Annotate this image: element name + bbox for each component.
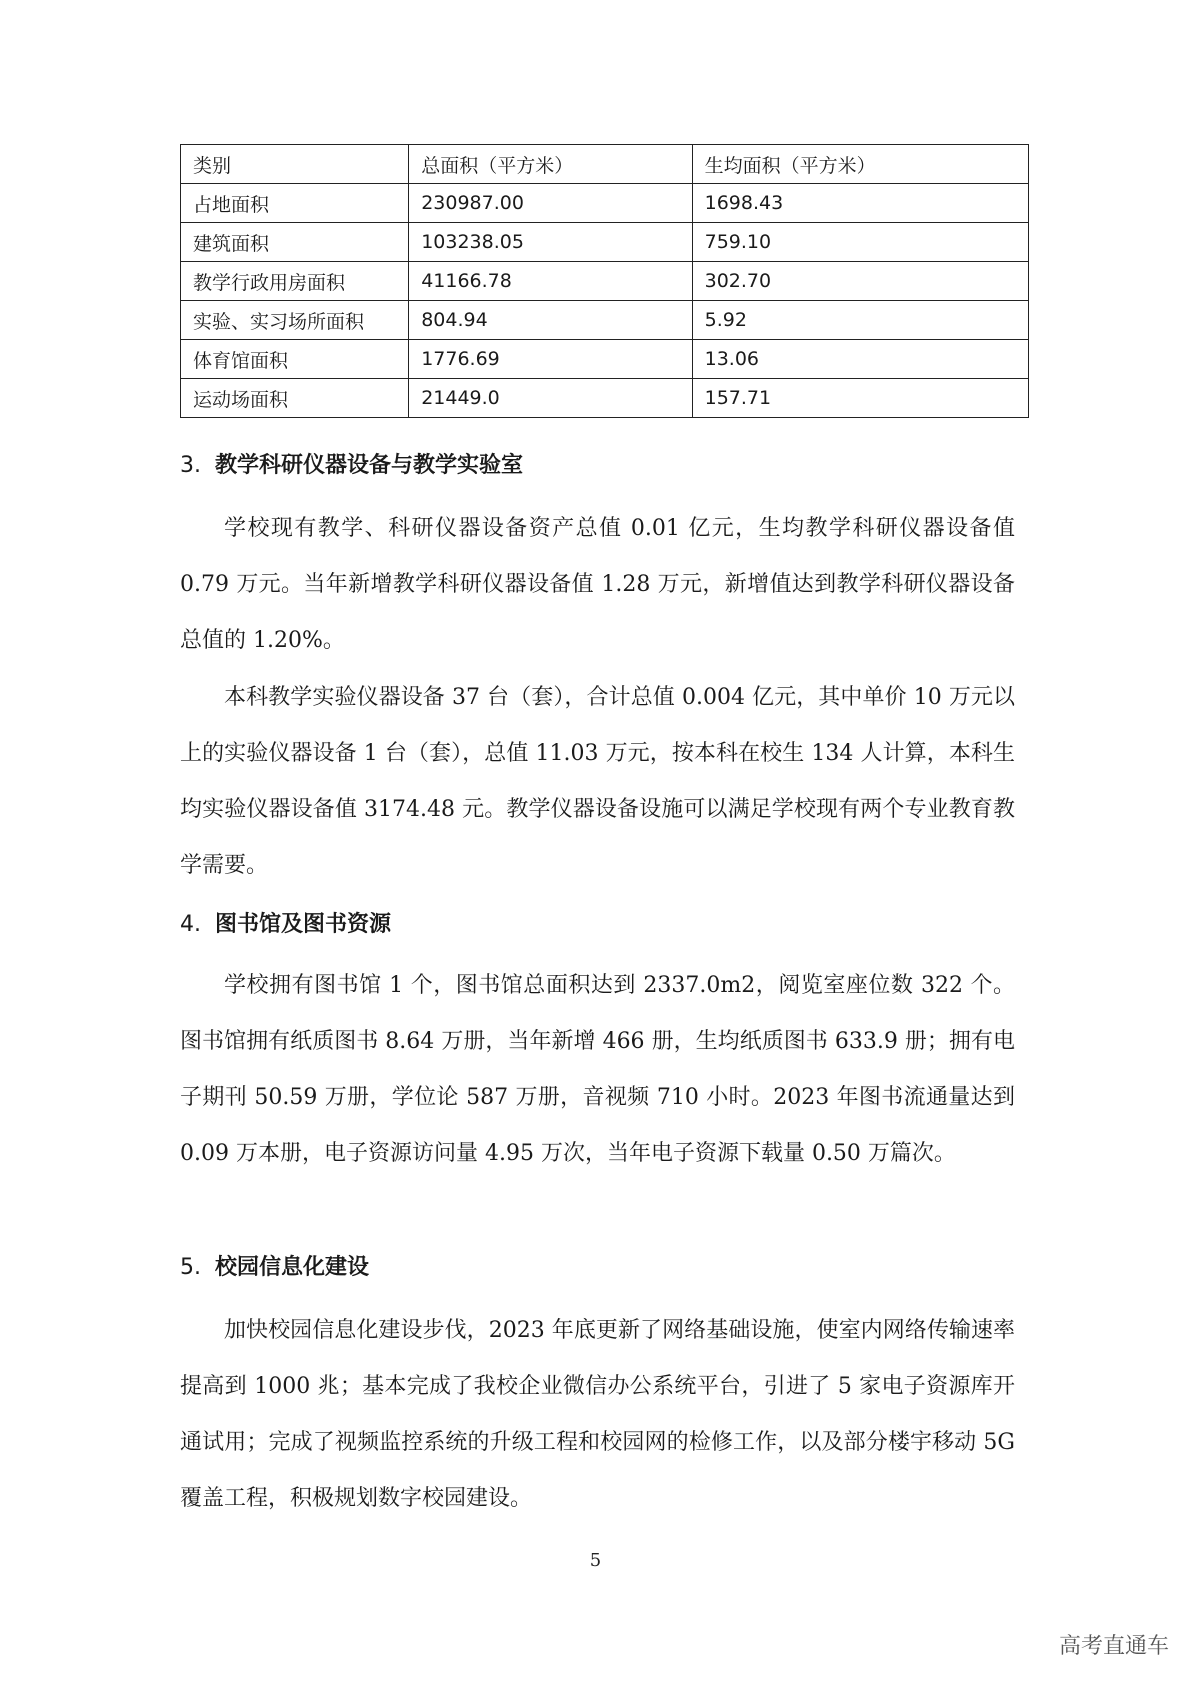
section-number: 3. [180,453,201,478]
table-header-cell: 类别 [181,145,409,184]
table-header-row [181,145,1029,184]
table-cell: 5.92 [692,301,1028,340]
table-cell: 103238.05 [409,223,692,262]
section-title: 教学科研仪器设备与教学实验室 [215,453,524,478]
table-cell: 体育馆面积 [181,340,409,379]
table-cell: 759.10 [692,223,1028,262]
table-cell: 13.06 [692,340,1028,379]
body-paragraph: 本科教学实验仪器设备 37 台（套），合计总值 0.004 亿元，其中单价 10 万元以上的实验仪器设备 1 台（套），总值 11.03 万元，按本科在校生 134 人计算，本科生均实验仪器设备值 3174.48 元。教学仪器设备设施可以满足学校现有两个专业教育教学需要。 [180,685,1015,878]
area-table [180,144,1029,418]
table-cell: 157.71 [692,379,1028,418]
table-row [181,340,1029,379]
table-cell: 21449.0 [409,379,692,418]
table-row [181,379,1029,418]
section-number: 5. [180,1255,201,1280]
table-cell: 1776.69 [409,340,692,379]
table-row [181,301,1029,340]
body-paragraph: 加快校园信息化建设步伐，2023 年底更新了网络基础设施，使室内网络传输速率提高到 1000 兆；基本完成了我校企业微信办公系统平台，引进了 5 家电子资源库开通试用；完成了视频监控系统的升级工程和校园网的检修工作，以及部分楼宇移动 5G 覆盖工程，积极规划数字校园建设。 [180,1318,1015,1511]
table-cell: 建筑面积 [181,223,409,262]
body-paragraph: 学校现有教学、科研仪器设备资产总值 0.01 亿元，生均教学科研仪器设备值 0.79 万元。当年新增教学科研仪器设备值 1.28 万元，新增值达到教学科研仪器设备总值的 1.20%。 [180,516,1015,653]
body-paragraph: 学校拥有图书馆 1 个，图书馆总面积达到 2337.0m2，阅览室座位数 322 个。图书馆拥有纸质图书 8.64 万册，当年新增 466 册，生均纸质图书 633.9 册；拥有电子期刊 50.59 万册，学位论 587 万册，音视频 710 小时。2023 年图书流通量达到 0.09 万本册，电子资源访问量 4.95 万次，当年电子资源下载量 0.50 万篇次。 [180,973,1015,1166]
table-cell: 1698.43 [692,184,1028,223]
table-cell: 教学行政用房面积 [181,262,409,301]
table-cell: 实验、实习场所面积 [181,301,409,340]
table-header-cell: 生均面积（平方米） [692,145,1028,184]
table-cell: 302.70 [692,262,1028,301]
table-cell: 运动场面积 [181,379,409,418]
table-row [181,184,1029,223]
section-number: 4. [180,912,201,937]
section-heading [180,448,523,479]
watermark-label: 高考直通车 [1058,1634,1169,1659]
section-heading [180,1250,369,1281]
section-title: 图书馆及图书资源 [215,912,392,937]
table-cell: 占地面积 [181,184,409,223]
table-cell: 230987.00 [409,184,692,223]
section-heading [180,907,391,938]
section-title: 校园信息化建设 [215,1255,370,1280]
table-cell: 804.94 [409,301,692,340]
page-number: 5 [589,1550,602,1571]
table-header-cell: 总面积（平方米） [409,145,692,184]
table-row [181,223,1029,262]
table-row [181,262,1029,301]
table-cell: 41166.78 [409,262,692,301]
